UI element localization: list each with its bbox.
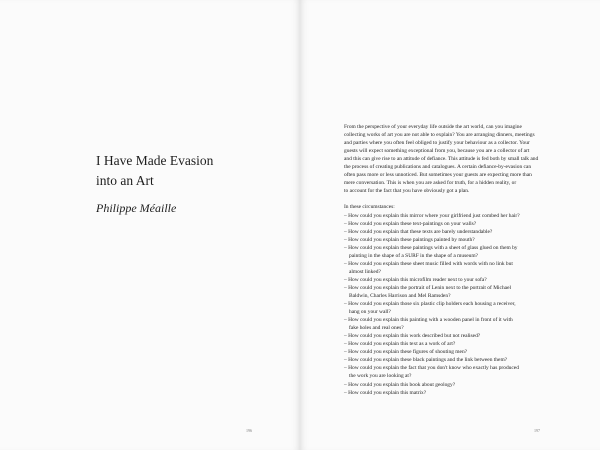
question-item xyxy=(344,284,594,300)
question-line: – How could you explain that these texts are barely understandable? xyxy=(344,228,493,235)
intro-line: the process of creating publications and catalogues. A certain defiance-by-evasion can xyxy=(344,164,532,171)
page-number-left: 196 xyxy=(246,428,252,433)
question-line: – How could you explain these paintings with a sheet of glass glued on them by xyxy=(344,244,518,251)
question-line: – How could you explain this matrix? xyxy=(344,389,427,396)
question-continuation: painting in the shape of a SURF in the shape of a museum? xyxy=(349,252,478,259)
intro-line: From the perspective of your everyday life outside the art world, can you imagine xyxy=(344,124,522,130)
question-item xyxy=(344,389,594,397)
question-list xyxy=(344,212,594,397)
question-line: – How could you explain these black paintings and the link between them? xyxy=(344,357,508,364)
question-item xyxy=(344,364,594,380)
question-line: – How could you explain the fact that you don't know who exactly has produced xyxy=(344,365,519,372)
question-item xyxy=(344,220,594,228)
essay-title xyxy=(96,151,266,191)
title-line: into an Art xyxy=(96,173,154,188)
question-line: – How could you explain these text-paintings on your walls? xyxy=(344,220,477,227)
intro-line: guests will expect something exceptional from you, because you are a collector of art xyxy=(344,148,530,155)
question-item xyxy=(344,356,594,364)
question-item xyxy=(344,212,594,220)
question-continuation: almost linked? xyxy=(349,268,381,275)
intro-line: collecting works of art you are not able to explain? You are arranging dinners, meetings xyxy=(344,132,535,139)
question-item xyxy=(344,381,594,389)
question-line: – How could you explain the portrait of Lenin next to the portrait of Michael xyxy=(344,284,512,291)
question-line: – How could you explain these paintings painted by mouth? xyxy=(344,236,475,243)
intro-line: mere conversation. This is when you are asked for truth, for a hidden reality, or xyxy=(344,180,517,187)
question-line: – How could you explain these figures of shouting men? xyxy=(344,349,468,356)
question-item xyxy=(344,332,594,340)
author-name: Philippe Méaille xyxy=(96,201,177,215)
title-line: I Have Made Evasion xyxy=(96,153,214,168)
question-item xyxy=(344,316,594,332)
circumstances-heading: In these circumstances: xyxy=(344,204,395,211)
question-line: – How could you explain these sheet music filled with words with no link but xyxy=(344,260,513,267)
question-item xyxy=(344,228,594,236)
question-item xyxy=(344,260,594,276)
question-continuation: fake holes and real ones? xyxy=(349,325,404,332)
question-line: – How could you explain those six plastic clip holders each housing a receiver, xyxy=(344,301,516,308)
question-item xyxy=(344,348,594,356)
question-continuation: Baldwin, Charles Harrison and Mel Ramsden? xyxy=(349,292,451,299)
question-continuation: the work you are looking at? xyxy=(349,373,412,380)
intro-paragraph xyxy=(344,123,594,195)
question-continuation: hang on your wall? xyxy=(349,309,391,316)
question-line: – How could you explain this book about geology? xyxy=(344,381,456,388)
question-item xyxy=(344,236,594,244)
question-item xyxy=(344,244,594,260)
paragraph-gap xyxy=(344,195,594,203)
intro-line: often pass more or less unnoticed. But sometimes your guests are expecting more than xyxy=(344,172,532,179)
question-item xyxy=(344,276,594,284)
question-line: – How could you explain this work described but not realised? xyxy=(344,333,481,340)
intro-line: and this can give rise to an attitude of defiance. This attitude is fed both by small talk and xyxy=(344,156,539,163)
question-line: – How could you explain this text as a work of art? xyxy=(344,341,456,348)
question-item xyxy=(344,300,594,316)
question-line: – How could you explain this painting with a wooden panel in front of it with xyxy=(344,317,513,324)
intro-line: to account for the fact that you have obviously got a plan. xyxy=(344,188,470,195)
question-line: – How could you explain this microfilm reader next to your sofa? xyxy=(344,276,487,283)
question-line: – How could you explain this mirror where your girlfriend just combed her hair? xyxy=(344,212,520,219)
intro-line: and parties where you often feel obliged to justify your behaviour as a collector. Your xyxy=(344,140,530,147)
question-item xyxy=(344,340,594,348)
page-number-right: 197 xyxy=(534,428,540,433)
essay-body xyxy=(344,123,594,397)
